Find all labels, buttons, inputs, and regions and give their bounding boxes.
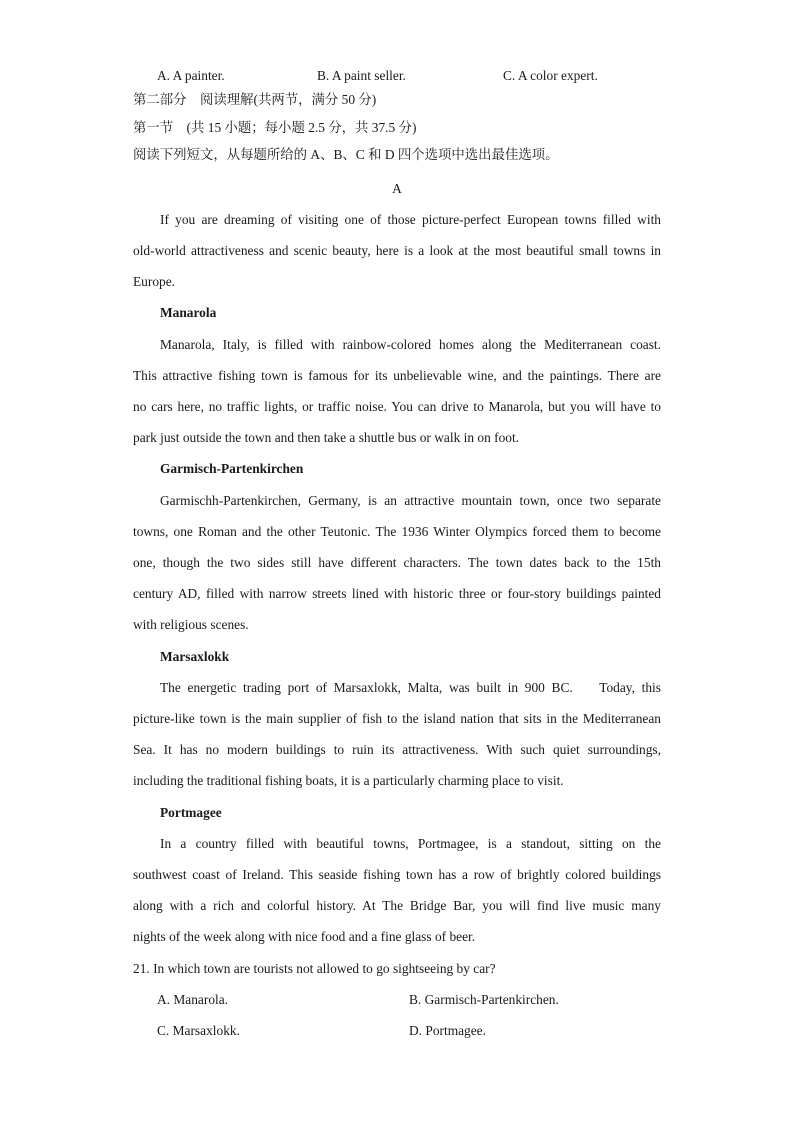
marsaxlokk-line-1: The energetic trading port of Marsaxlokk, Malta, was built in 900 BC. Today, this [160, 680, 661, 695]
question-21-stem: 21. In which town are tourists not allowed to go sightseeing by car? [133, 961, 496, 976]
manarola-line-2: This attractive fishing town is famous for its unbelievable wine, and the paintings. There are [133, 368, 661, 383]
question-21-option-a: A. Manarola. [157, 992, 229, 1007]
town-heading-marsaxlokk: Marsaxlokk [160, 649, 230, 664]
manarola-line-4: park just outside the town and then take a shuttle bus or walk in on foot. [133, 430, 520, 445]
garmisch-line-2: towns, one Roman and the other Teutonic. The 1936 Winter Olympics forced them to become [133, 524, 661, 539]
garmisch-line-4: century AD, filled with narrow streets lined with historic three or four-story buildings painted [133, 586, 661, 601]
question-21-option-c: C. Marsaxlokk. [157, 1023, 240, 1038]
section-heading: 第二部分 阅读理解(共两节，满分 50 分) [133, 92, 377, 107]
passage-label: A [392, 181, 402, 196]
option-a-painter: A. A painter. [157, 68, 225, 83]
portmagee-line-3: along with a rich and colorful history. At The Bridge Bar, you will find live music many [133, 898, 661, 913]
garmisch-line-3: one, though the two sides still have different characters. The town dates back to the 15th [133, 555, 661, 570]
instructions: 阅读下列短文，从每题所给的 A、B、C 和 D 四个选项中选出最佳选项。 [133, 147, 559, 162]
garmisch-line-5: with religious scenes. [133, 617, 249, 632]
subsection-heading: 第一节 (共 15 小题；每小题 2.5 分，共 37.5 分) [133, 120, 417, 135]
question-21-option-d: D. Portmagee. [409, 1023, 486, 1038]
garmisch-line-1: Garmischh-Partenkirchen, Germany, is an attractive mountain town, once two separate [160, 493, 661, 508]
portmagee-line-1: In a country filled with beautiful towns, Portmagee, is a standout, sitting on the [160, 836, 661, 851]
portmagee-line-4: nights of the week along with nice food and a fine glass of beer. [133, 929, 476, 944]
option-c-color-expert: C. A color expert. [503, 68, 598, 83]
intro-line-3: Europe. [133, 274, 176, 289]
marsaxlokk-line-2: picture-like town is the main supplier of fish to the island nation that sits in the Mediterranean [133, 711, 661, 726]
option-b-paint-seller: B. A paint seller. [317, 68, 406, 83]
intro-line-1: If you are dreaming of visiting one of those picture-perfect European towns filled with [160, 212, 661, 227]
intro-line-2: old-world attractiveness and scenic beauty, here is a look at the most beautiful small towns in [133, 243, 661, 258]
manarola-line-3: no cars here, no traffic lights, or traffic noise. You can drive to Manarola, but you will have to [133, 399, 661, 414]
portmagee-line-2: southwest coast of Ireland. This seaside fishing town has a row of brightly colored buildings [133, 867, 661, 882]
town-heading-portmagee: Portmagee [160, 805, 222, 820]
question-21-option-b: B. Garmisch-Partenkirchen. [409, 992, 559, 1007]
town-heading-manarola: Manarola [160, 305, 217, 320]
town-heading-garmisch: Garmisch-Partenkirchen [160, 461, 304, 476]
manarola-line-1: Manarola, Italy, is filled with rainbow-colored homes along the Mediterranean coast. [160, 337, 661, 352]
marsaxlokk-line-4: including the traditional fishing boats, it is a particularly charming place to visit. [133, 773, 564, 788]
marsaxlokk-line-3: Sea. It has no modern buildings to ruin its attractiveness. With such quiet surroundings, [133, 742, 661, 757]
